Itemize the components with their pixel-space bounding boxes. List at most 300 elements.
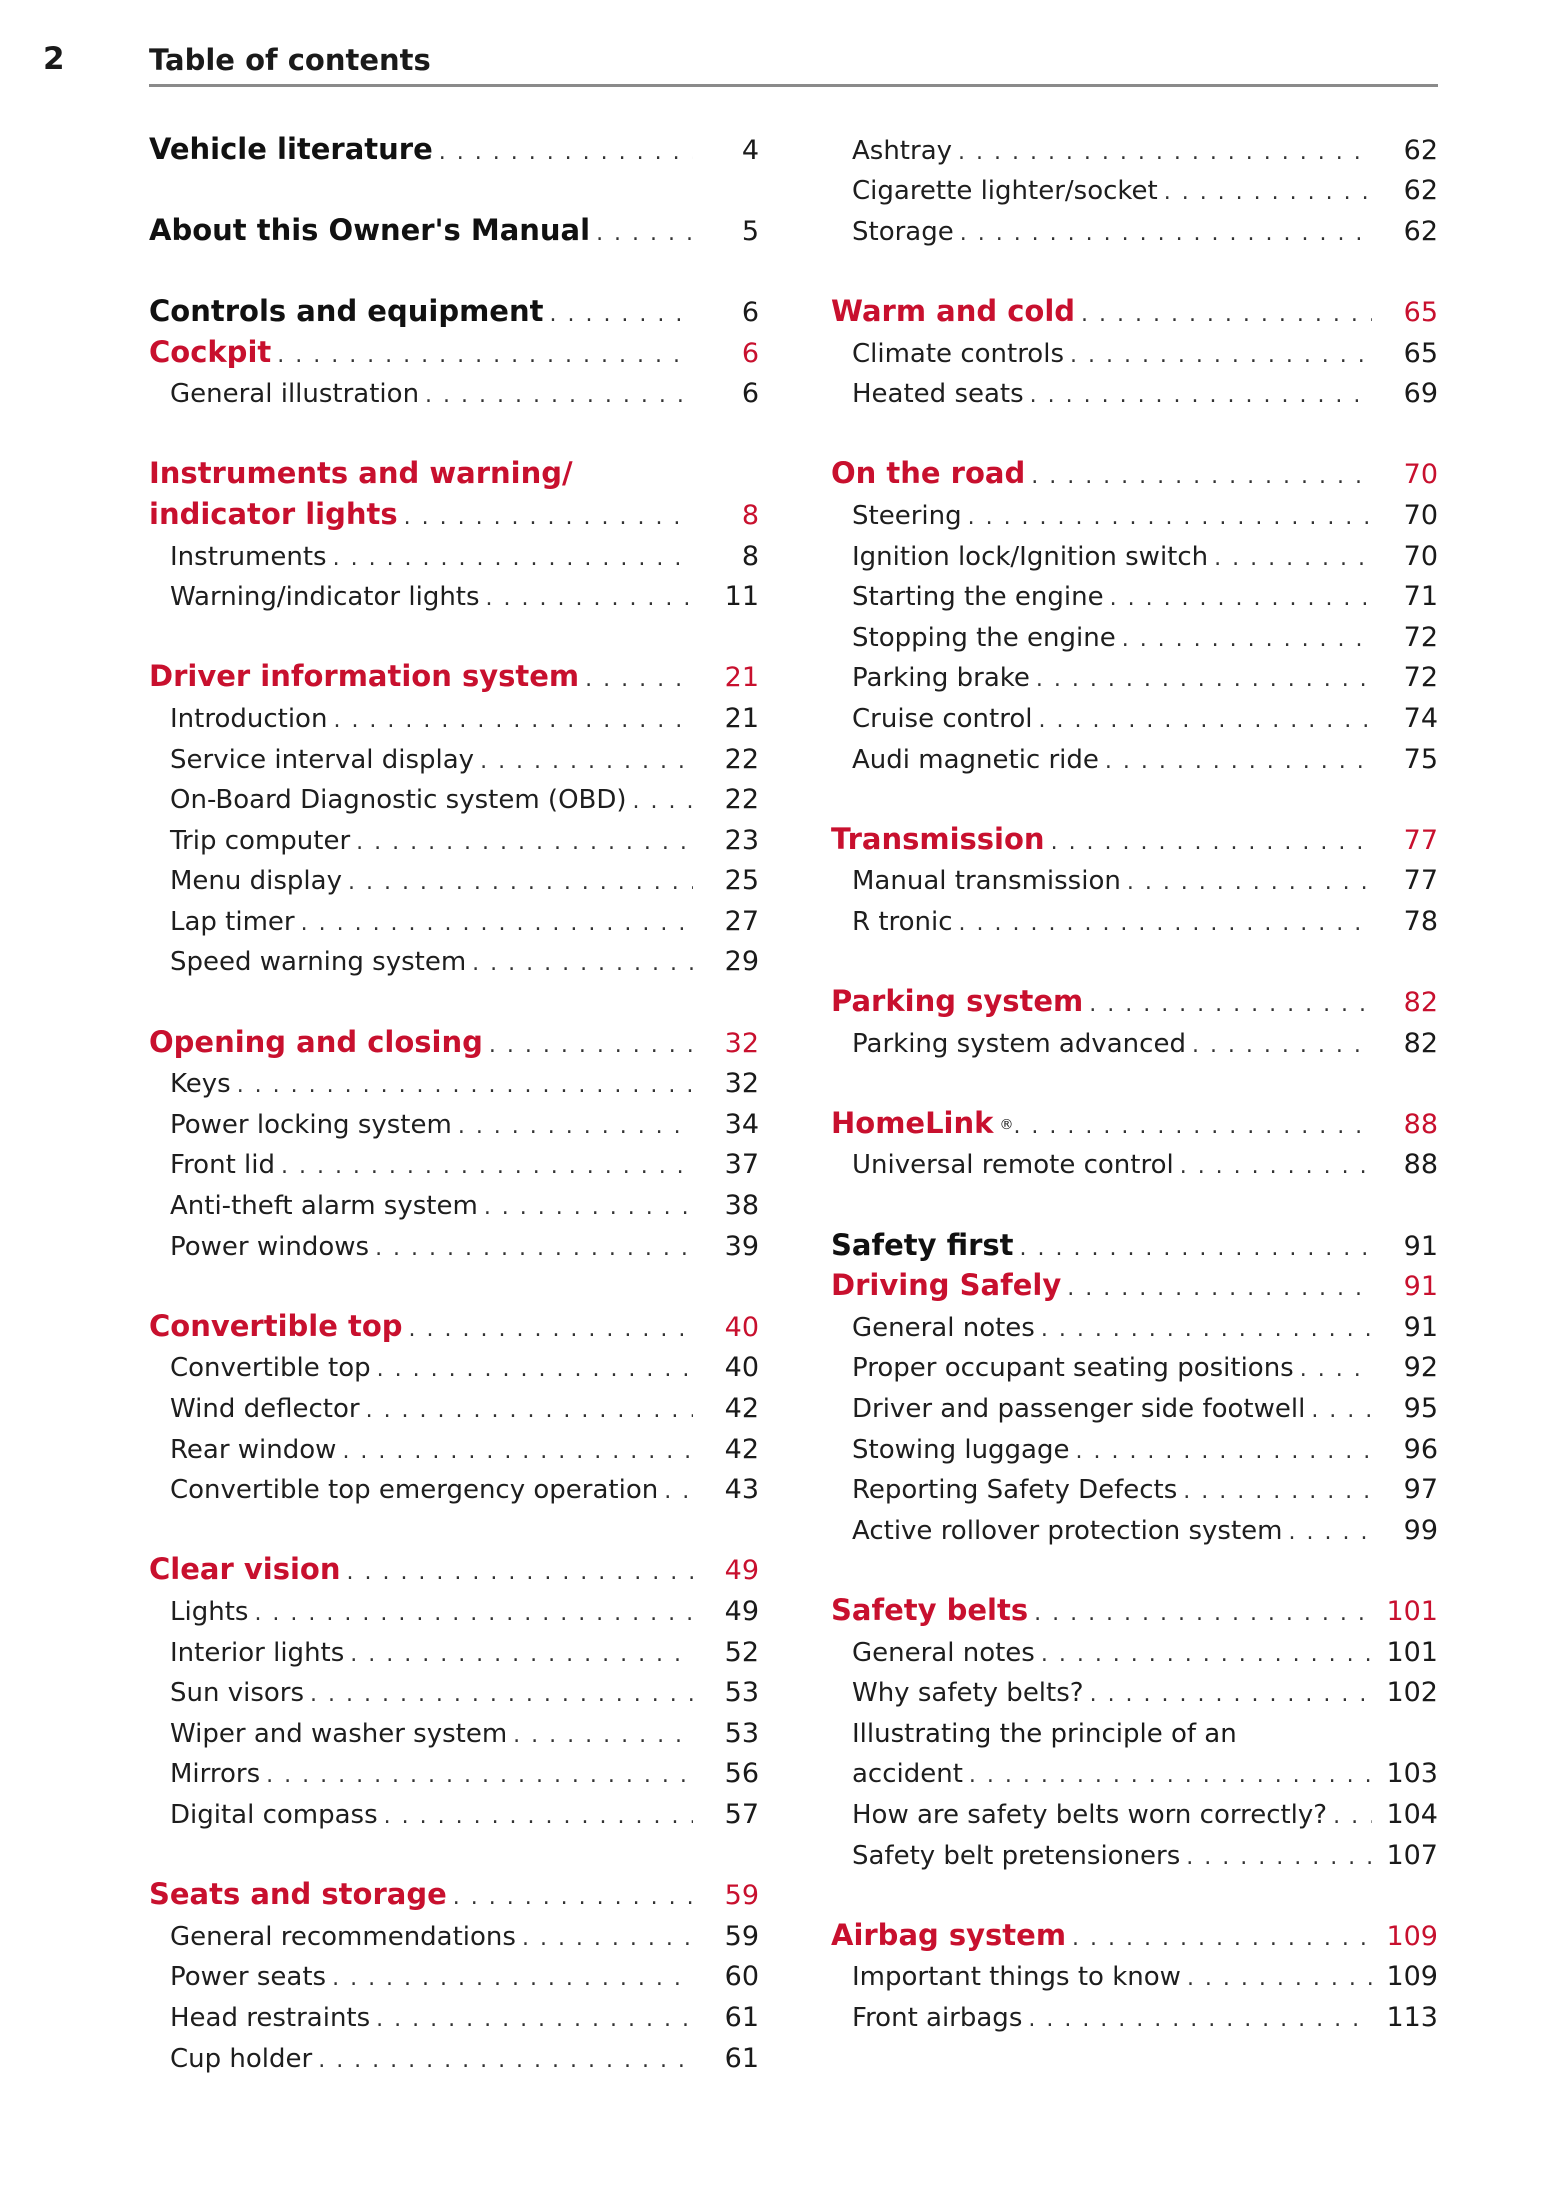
toc-section-entry[interactable] [149,450,759,491]
toc-entry-title [149,1353,693,1383]
toc-subsection-entry[interactable] [831,612,1438,653]
toc-subsection-entry[interactable] [149,1992,759,2033]
toc-entry-title [831,1962,1372,1992]
toc-entry-title [831,217,1372,247]
toc-entry-title [831,136,1372,166]
toc-entry-text: Driver information system [149,659,580,694]
toc-entry-title [149,582,693,612]
toc-entry-title [149,456,693,490]
toc-entry-text: Service interval display [170,744,475,775]
toc-subsection-entry[interactable] [831,206,1438,247]
toc-leader-dots [1070,343,1372,368]
toc-entry-title [831,907,1372,937]
toc-spacer [831,1180,1438,1221]
toc-entry-text: Driving Safely [831,1268,1062,1303]
toc-entry-title [149,1678,693,1708]
toc-entry-title [831,1394,1372,1424]
toc-page-number: 70 [1403,499,1438,531]
toc-entry-text: Mirrors [170,1759,261,1790]
toc-leader-dots [522,1926,693,1951]
toc-section-entry[interactable] [831,450,1438,491]
toc-leader-dots [366,1398,693,1423]
toc-leader-dots [1041,1317,1372,1342]
toc-leader-dots [664,1479,693,1504]
toc-subsection-entry[interactable] [831,1505,1438,1546]
toc-subsection-entry[interactable] [149,1911,759,1952]
toc-leader-dots [376,2007,693,2032]
toc-entry-title [149,335,693,369]
toc-page-number: 56 [724,1758,759,1790]
toc-subsection-entry[interactable] [149,734,759,775]
toc-leader-dots [277,343,693,368]
toc-page-number: 32 [724,1068,759,1100]
toc-leader-dots [1031,464,1372,489]
toc-subsection-entry[interactable] [831,328,1438,369]
toc-spacer [149,977,759,1018]
toc-page-number: 59 [724,1920,759,1952]
toc-subsection-entry[interactable] [831,1302,1438,1343]
toc-entry-text: About this Owner's Manual [149,212,591,247]
toc-entry-text: Seats and storage [149,1877,447,1912]
toc-entry-title [831,1268,1372,1302]
toc-subsection-entry[interactable] [831,1830,1438,1871]
toc-subsection-entry[interactable] [831,1018,1438,1059]
toc-entry-text: Power windows [170,1231,370,1262]
toc-entry-text: Cruise control [852,703,1033,734]
toc-entry-text: Audi magnetic ride [852,744,1099,775]
toc-entry-title [831,623,1372,653]
toc-entry-text: Lap timer [170,906,295,937]
toc-section-entry[interactable] [149,125,759,166]
toc-leader-dots [1036,667,1372,692]
toc-page-number: 95 [1403,1393,1438,1424]
toc-leader-dots [969,1763,1372,1788]
toc-entry-text: Controls and equipment [149,293,544,328]
toc-section-entry[interactable] [149,490,759,531]
toc-subsection-entry[interactable] [831,653,1438,694]
toc-section-entry[interactable] [831,1221,1438,1262]
toc-page-number: 103 [1386,1758,1438,1790]
toc-entry-title [831,339,1372,369]
toc-page-number: 49 [724,1555,759,1587]
toc-entry-text: R tronic [852,906,953,937]
toc-leader-dots [633,789,693,814]
toc-page-number: 62 [1403,134,1438,166]
toc-leader-dots [1300,1357,1372,1382]
toc-entry-text: Convertible top emergency operation [170,1475,659,1506]
toc-page-number: 57 [724,1798,759,1830]
toc-leader-dots [318,2048,693,2073]
toc-section-entry[interactable] [149,328,759,369]
toc-entry-title [149,907,693,937]
toc-page-number: 22 [724,743,759,775]
toc-left-column [149,125,759,2074]
toc-subsection-entry[interactable] [149,1465,759,1506]
toc-leader-dots [1051,830,1372,855]
toc-subsection-entry[interactable] [831,490,1438,531]
toc-leader-dots [1122,627,1372,652]
toc-subsection-entry[interactable] [831,856,1438,897]
toc-entry-text: HomeLink [831,1105,994,1140]
toc-subsection-entry[interactable] [831,572,1438,613]
toc-leader-dots [1180,1154,1372,1179]
toc-entry-text: Clear vision [149,1552,341,1587]
toc-leader-dots [1090,1682,1372,1707]
toc-leader-dots [375,1236,693,1261]
toc-subsection-entry[interactable] [149,1383,759,1424]
toc-subsection-entry[interactable] [149,1586,759,1627]
toc-entry-text: Cockpit [149,334,272,369]
toc-leader-dots [1067,1276,1372,1301]
toc-subsection-entry[interactable] [149,531,759,572]
toc-page-number: 6 [741,337,759,369]
toc-spacer [831,409,1438,450]
toc-leader-dots [266,1763,693,1788]
toc-entry-text: Instruments and warning/ [149,456,573,491]
toc-page-number: 21 [724,662,759,694]
toc-section-entry[interactable] [149,653,759,694]
toc-subsection-entry[interactable] [831,1627,1438,1668]
toc-entry-text: Speed warning system [170,947,467,978]
toc-subsection-entry[interactable] [149,775,759,816]
toc-entry-title [831,176,1372,206]
toc-entry-text: Trip computer [170,825,351,856]
toc-spacer [831,775,1438,816]
toc-leader-dots [959,911,1372,936]
toc-subsection-entry[interactable] [831,1668,1438,1709]
toc-page-number: 82 [1403,987,1438,1019]
toc-subsection-entry[interactable] [149,1789,759,1830]
toc-leader-dots [1105,749,1372,774]
toc-section-entry[interactable] [149,206,759,247]
toc-subsection-entry[interactable] [149,1059,759,1100]
toc-subsection-entry[interactable] [149,572,759,613]
toc-leader-dots [1013,1114,1372,1139]
toc-entry-text: Ashtray [852,135,953,166]
toc-subsection-entry[interactable] [831,1749,1438,1790]
toc-entry-text: Airbag system [831,1917,1067,1952]
toc-page-number: 23 [724,824,759,856]
toc-subsection-entry[interactable] [149,1180,759,1221]
toc-entry-title [149,542,693,572]
toc-section-entry[interactable] [149,1871,759,1912]
toc-page-number: 21 [724,702,759,734]
toc-entry-text: Universal remote control [852,1150,1174,1181]
toc-subsection-entry[interactable] [149,896,759,937]
toc-subsection-entry[interactable] [149,1221,759,1262]
toc-entry-text: Safety belts [831,1592,1029,1627]
toc-leader-dots [439,140,693,165]
toc-entry-text: Power locking system [170,1109,452,1140]
toc-entry-text: Anti-theft alarm system [170,1191,478,1222]
toc-page-number: 71 [1403,581,1438,613]
toc-spacer [149,1262,759,1303]
toc-page-number: 27 [724,905,759,937]
header-divider [149,84,1438,87]
toc-entry-text: Power seats [170,1962,327,1993]
toc-leader-dots [333,546,693,571]
toc-spacer [831,1546,1438,1587]
toc-entry-text: Keys [170,1069,231,1100]
page-number: 2 [43,41,65,77]
toc-subsection-entry[interactable] [149,1424,759,1465]
toc-subsection-entry[interactable] [831,369,1438,410]
toc-entry-title [831,294,1372,328]
toc-entry-text: How are safety belts worn correctly? [852,1799,1328,1830]
toc-right-column [831,125,1438,2033]
toc-page-number: 77 [1403,865,1438,897]
toc-page-number: 39 [724,1230,759,1262]
toc-spacer [149,612,759,653]
toc-entry-text: Front airbags [852,2002,1023,2033]
toc-spacer [831,1871,1438,1912]
toc-subsection-entry[interactable] [149,2033,759,2074]
toc-subsection-entry[interactable] [831,1952,1438,1993]
toc-page-number: 29 [724,946,759,978]
toc-subsection-entry[interactable] [831,1465,1438,1506]
toc-entry-text: On-Board Diagnostic system (OBD) [170,785,627,816]
toc-subsection-entry[interactable] [831,1343,1438,1384]
toc-entry-text: Safety first [831,1227,1014,1262]
toc-subsection-entry[interactable] [831,734,1438,775]
toc-subsection-entry[interactable] [831,896,1438,937]
toc-page-number: 8 [741,540,759,572]
toc-subsection-entry[interactable] [831,1708,1438,1749]
toc-leader-dots [1110,586,1372,611]
toc-subsection-entry[interactable] [831,1424,1438,1465]
toc-page-number: 101 [1386,1595,1438,1627]
toc-subsection-entry[interactable] [149,1668,759,1709]
toc-entry-title [831,1719,1372,1749]
toc-section-entry[interactable] [149,1018,759,1059]
toc-entry-title [831,1029,1372,1059]
toc-subsection-entry[interactable] [831,1140,1438,1181]
toc-subsection-entry[interactable] [149,693,759,734]
toc-entry-text: Warm and cold [831,293,1076,328]
toc-subsection-entry[interactable] [149,815,759,856]
toc-section-entry[interactable] [831,287,1438,328]
toc-page-number: 107 [1386,1839,1438,1871]
toc-leader-dots [1214,546,1372,571]
toc-page-number: 109 [1386,1961,1438,1993]
toc-entry-text: Vehicle literature [149,131,433,166]
toc-entry-text: Head restraints [170,2002,371,2033]
toc-page-number: 92 [1403,1352,1438,1384]
toc-entry-title [831,704,1372,734]
toc-entry-title [831,1678,1372,1708]
toc-leader-dots [1186,1845,1372,1870]
toc-entry-text: Why safety belts? [852,1678,1084,1709]
toc-entry-text: Parking system [831,984,1084,1019]
toc-subsection-entry[interactable] [149,1140,759,1181]
toc-entry-title [149,213,693,247]
toc-entry-text: Opening and closing [149,1024,483,1059]
toc-entry-text: General notes [852,1312,1035,1343]
toc-spacer [831,247,1438,288]
toc-leader-dots [342,1439,693,1464]
toc-page-number: 61 [724,2001,759,2033]
toc-page-number: 104 [1386,1798,1438,1830]
toc-spacer [149,409,759,450]
toc-section-entry[interactable] [831,1099,1438,1140]
toc-entry-title [831,456,1372,490]
toc-subsection-entry[interactable] [149,1627,759,1668]
toc-subsection-entry[interactable] [831,1992,1438,2033]
toc-leader-dots [1038,708,1372,733]
toc-leader-dots [1072,1926,1372,1951]
toc-entry-text: Storage [852,216,954,247]
toc-subsection-entry[interactable] [149,1749,759,1790]
toc-entry-text: accident [852,1759,963,1790]
toc-leader-dots [453,1885,693,1910]
toc-page-number: 69 [1403,378,1438,410]
toc-leader-dots [1089,992,1372,1017]
toc-leader-dots [585,667,693,692]
toc-entry-title [149,1877,693,1911]
toc-section-entry[interactable] [831,1262,1438,1303]
toc-subsection-entry[interactable] [831,693,1438,734]
toc-page-number: 25 [724,865,759,897]
toc-entry-title [149,1191,693,1221]
toc-leader-dots [960,221,1372,246]
toc-entry-title [149,1475,693,1505]
toc-entry-text: Interior lights [170,1637,345,1668]
toc-leader-dots [484,1195,693,1220]
toc-entry-text: Transmission [831,821,1045,856]
toc-section-entry[interactable] [831,1911,1438,1952]
toc-entry-text: Introduction [170,703,328,734]
toc-subsection-entry[interactable] [831,1789,1438,1830]
toc-entry-title [149,659,693,693]
toc-spacer [149,1505,759,1546]
toc-section-entry[interactable] [149,1302,759,1343]
toc-leader-dots [310,1682,693,1707]
toc-page-number: 78 [1403,905,1438,937]
toc-spacer [149,166,759,207]
toc-entry-title [831,1353,1372,1383]
toc-subsection-entry[interactable] [149,1343,759,1384]
toc-page-number: 99 [1403,1514,1438,1546]
toc-page-number: 62 [1403,175,1438,207]
toc-entry-title [149,947,693,977]
toc-leader-dots [350,1642,693,1667]
toc-leader-dots [425,383,693,408]
toc-entry-text: Warning/indicator lights [170,582,480,613]
toc-leader-dots [1187,1966,1372,1991]
toc-subsection-entry[interactable] [831,125,1438,166]
toc-section-entry[interactable] [831,977,1438,1018]
toc-leader-dots [348,870,693,895]
toc-entry-title [149,1309,693,1343]
toc-entry-text: Important things to know [852,1962,1181,1993]
toc-page-number: 37 [724,1149,759,1181]
toc-page-number: 77 [1403,824,1438,856]
toc-entry-title [149,1069,693,1099]
toc-entry-text: Manual transmission [852,866,1121,897]
toc-leader-dots [596,221,693,246]
toc-entry-text: Convertible top [149,1308,403,1343]
toc-page-number: 101 [1386,1636,1438,1668]
toc-page-number: 91 [1403,1271,1438,1303]
toc-subsection-entry[interactable] [831,531,1438,572]
toc-section-entry[interactable] [831,815,1438,856]
toc-page-number: 60 [724,1961,759,1993]
toc-subsection-entry[interactable] [149,1099,759,1140]
toc-entry-title [149,497,693,531]
toc-subsection-entry[interactable] [149,1952,759,1993]
toc-entry-title [149,1962,693,1992]
toc-subsection-entry[interactable] [149,937,759,978]
toc-page-number: 8 [741,499,759,531]
toc-entry-title [149,1719,693,1749]
toc-entry-title [831,1918,1372,1952]
toc-leader-dots [384,1804,693,1829]
toc-page-number: 72 [1403,621,1438,653]
toc-subsection-entry[interactable] [831,1383,1438,1424]
toc-leader-dots [281,1154,693,1179]
toc-entry-text: Proper occupant seating positions [852,1353,1294,1384]
toc-page-number: 38 [724,1190,759,1222]
toc-page-number: 70 [1403,459,1438,491]
toc-entry-text: Wiper and washer system [170,1718,508,1749]
toc-leader-dots [1041,1642,1372,1667]
toc-leader-dots [377,1357,693,1382]
toc-entry-title [831,379,1372,409]
toc-subsection-entry[interactable] [149,369,759,410]
toc-entry-title [831,1800,1372,1830]
toc-page-number: 34 [724,1108,759,1140]
toc-page-number: 40 [724,1352,759,1384]
toc-section-entry[interactable] [149,1546,759,1587]
toc-entry-title [831,1435,1372,1465]
toc-page-number: 61 [724,2042,759,2074]
toc-entry-title [831,663,1372,693]
toc-page-number: 91 [1403,1311,1438,1343]
toc-entry-text: Cup holder [170,2043,313,2074]
toc-subsection-entry[interactable] [149,856,759,897]
toc-entry-title [831,1150,1372,1180]
toc-subsection-entry[interactable] [831,166,1438,207]
toc-entry-title [831,1841,1372,1871]
toc-entry-title [831,822,1372,856]
toc-entry-text: Convertible top [170,1353,371,1384]
toc-entry-title [149,2003,693,2033]
toc-subsection-entry[interactable] [149,1708,759,1749]
toc-page-number: 65 [1403,296,1438,328]
toc-leader-dots [458,1114,693,1139]
toc-entry-text: Rear window [170,1434,337,1465]
toc-section-entry[interactable] [831,1586,1438,1627]
toc-section-entry[interactable] [149,287,759,328]
toc-leader-dots [1127,870,1372,895]
toc-entry-title [149,132,693,166]
toc-entry-title [831,984,1372,1018]
toc-entry-title [149,785,693,815]
toc-entry-text: Ignition lock/Ignition switch [852,541,1209,572]
toc-entry-text: Climate controls [852,338,1064,369]
toc-entry-title [149,294,693,328]
toc-entry-title [149,826,693,856]
toc-page-number: 4 [741,134,759,166]
toc-entry-title [149,1552,693,1586]
toc-leader-dots [332,1966,693,1991]
toc-entry-title [149,1394,693,1424]
toc-entry-title [149,1435,693,1465]
toc-entry-title [149,1759,693,1789]
toc-page-number: 32 [724,1027,759,1059]
toc-leader-dots [1028,2007,1372,2032]
toc-entry-text: Illustrating the principle of an [852,1718,1237,1749]
